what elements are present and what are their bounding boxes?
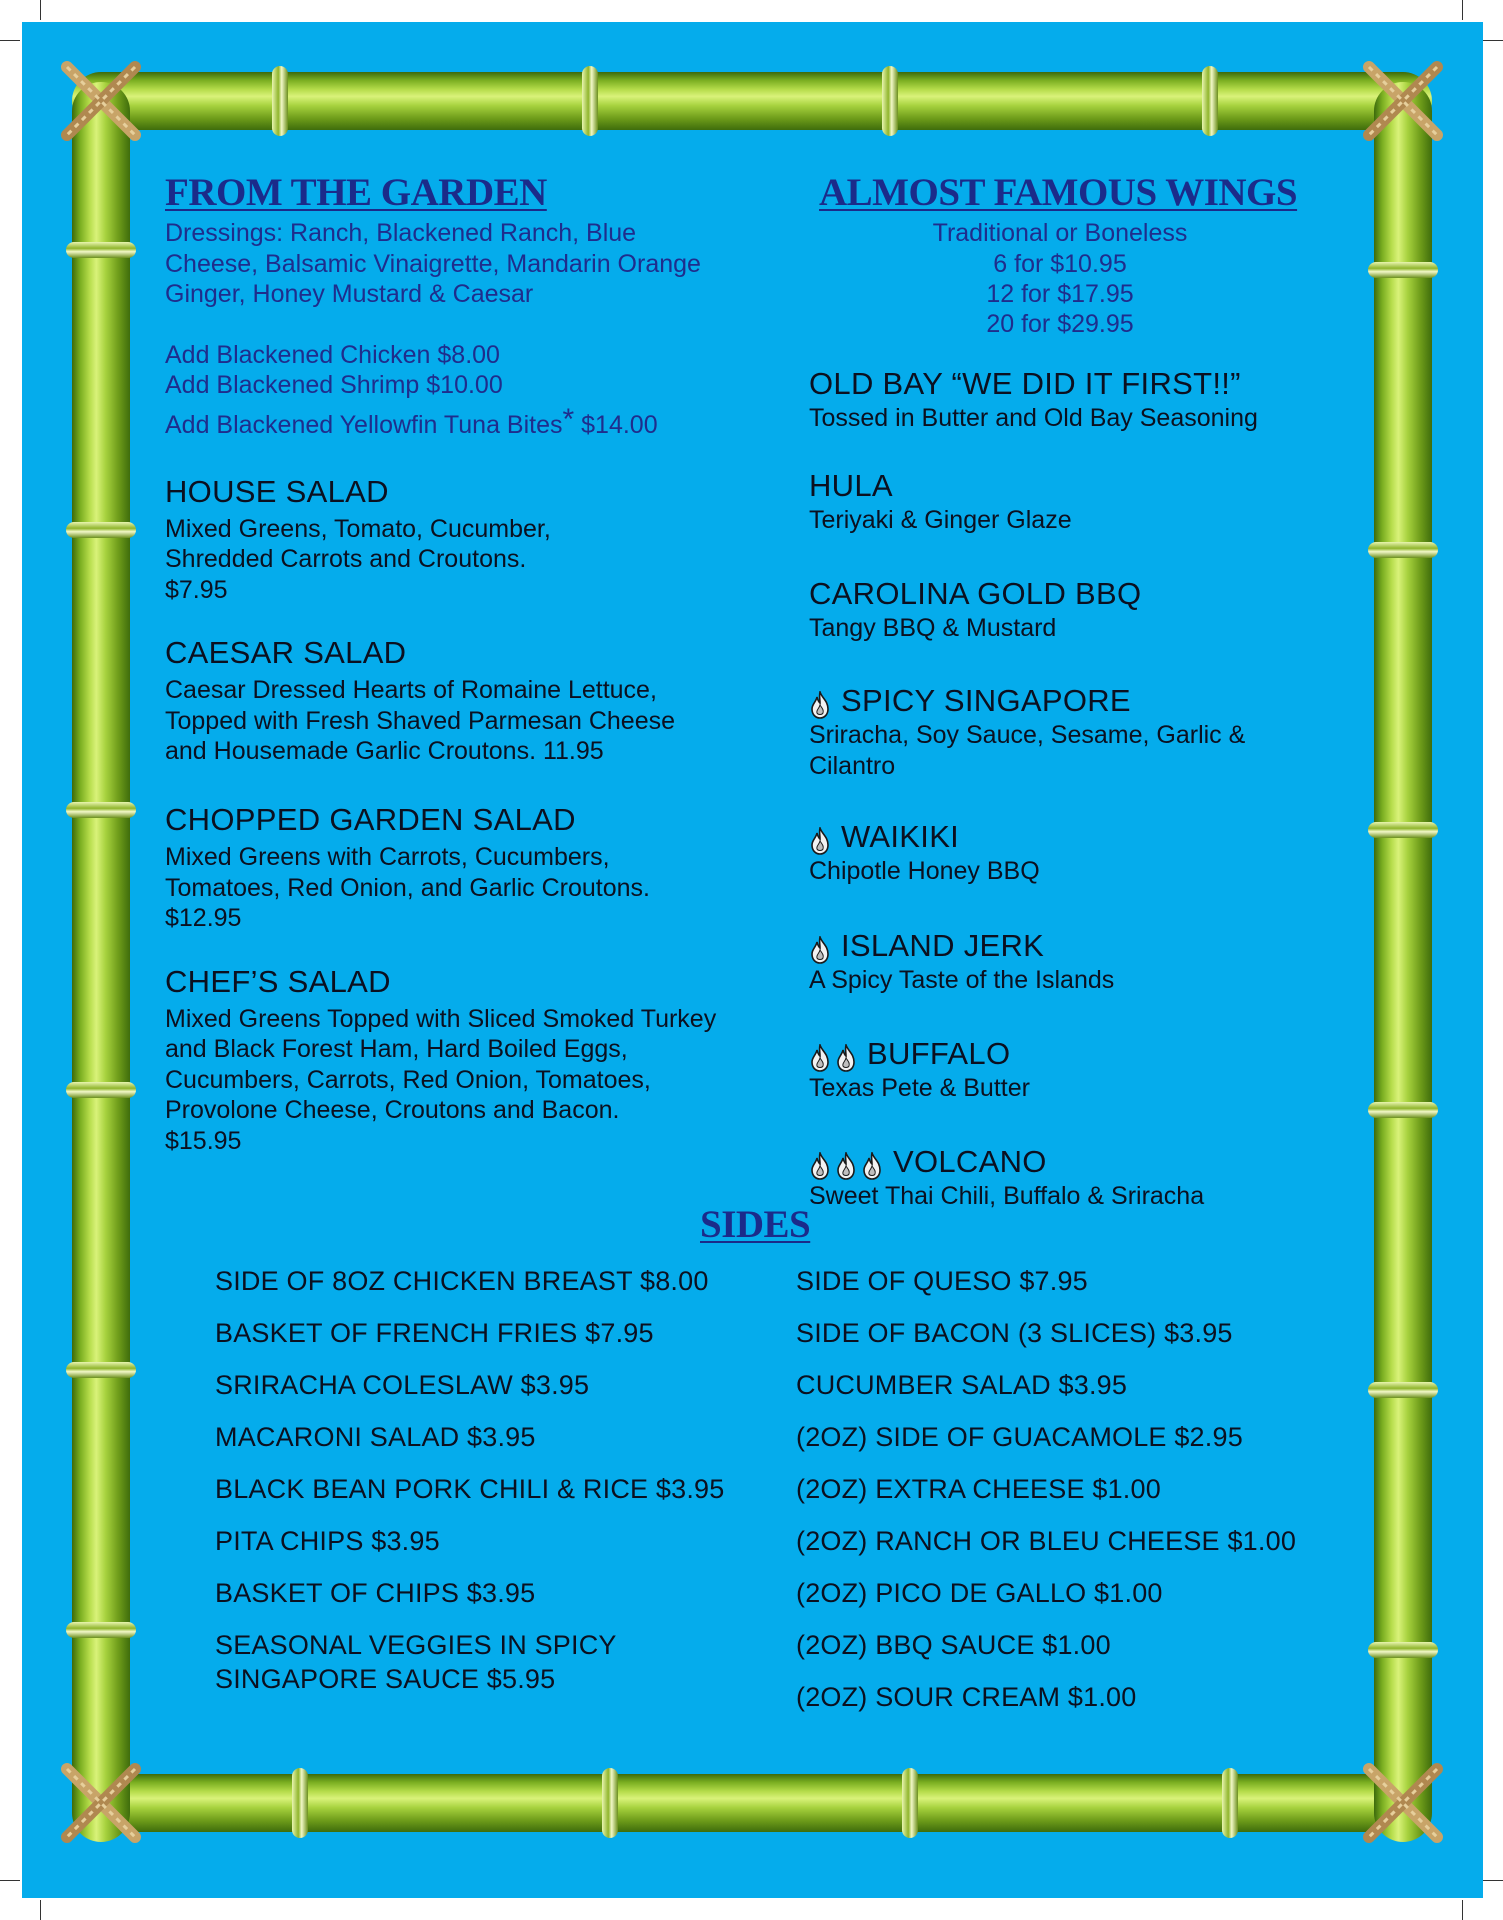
flame-icon xyxy=(809,930,835,966)
wing-flavor-label: SPICY SINGAPORE xyxy=(841,683,1131,718)
wings-info-line: Traditional or Boneless xyxy=(932,219,1188,247)
bamboo-left xyxy=(72,82,130,1842)
wing-flavor-name xyxy=(809,1144,1047,1182)
wing-flavor-desc: Chipotle Honey BBQ xyxy=(809,857,1040,885)
bamboo-node xyxy=(882,66,898,136)
wing-flavor-name xyxy=(809,683,1131,721)
bamboo-node xyxy=(272,66,288,136)
side-item: SIDE OF QUESO $7.95 xyxy=(796,1266,1088,1296)
wing-flavor-desc: Texas Pete & Butter xyxy=(809,1074,1030,1102)
bamboo-node xyxy=(66,1362,136,1378)
wing-flavor-name xyxy=(809,468,893,504)
bamboo-node xyxy=(66,1082,136,1098)
side-item: SINGAPORE SAUCE $5.95 xyxy=(215,1664,556,1694)
addon-line: Add Blackened Shrimp $10.00 xyxy=(165,371,503,399)
side-item: CUCUMBER SALAD $3.95 xyxy=(796,1370,1128,1400)
crop-mark xyxy=(1462,0,1463,20)
salad-desc: Topped with Fresh Shaved Parmesan Cheese xyxy=(165,707,676,735)
side-item: SIDE OF 8OZ CHICKEN BREAST $8.00 xyxy=(215,1266,709,1296)
salad-desc: and Housemade Garlic Croutons. 11.95 xyxy=(165,737,604,765)
sides-title: SIDES xyxy=(700,1203,811,1246)
wing-flavor-name xyxy=(809,366,1241,402)
bamboo-node xyxy=(1368,1642,1438,1658)
side-item: BASKET OF FRENCH FRIES $7.95 xyxy=(215,1318,654,1348)
dressings-line: Cheese, Balsamic Vinaigrette, Mandarin Orange xyxy=(165,250,701,278)
bamboo-node xyxy=(66,1622,136,1638)
addon-tuna-text: Add Blackened Yellowfin Tuna Bites xyxy=(165,411,563,439)
side-item: PITA CHIPS $3.95 xyxy=(215,1526,440,1556)
bamboo-node xyxy=(292,1768,308,1838)
bamboo-node xyxy=(1368,542,1438,558)
flame-icon xyxy=(809,1146,887,1182)
dressings-line: Dressings: Ranch, Blackened Ranch, Blue xyxy=(165,219,637,247)
wing-flavor-label: VOLCANO xyxy=(893,1144,1047,1179)
crop-mark xyxy=(40,1900,41,1920)
crop-mark xyxy=(0,1880,20,1881)
bamboo-node xyxy=(1222,1768,1238,1838)
crop-mark xyxy=(40,0,41,20)
wings-info-line: 6 for $10.95 xyxy=(993,250,1127,278)
wing-flavor-label: BUFFALO xyxy=(867,1036,1011,1071)
rope-knot-icon xyxy=(59,1761,143,1845)
salad-price: $7.95 xyxy=(165,576,228,604)
dressings-line: Ginger, Honey Mustard & Caesar xyxy=(165,280,534,308)
bamboo-node xyxy=(582,66,598,136)
wing-flavor-desc: Teriyaki & Ginger Glaze xyxy=(809,506,1072,534)
bamboo-node xyxy=(602,1768,618,1838)
crop-mark xyxy=(1483,40,1503,41)
side-item: SEASONAL VEGGIES IN SPICY xyxy=(215,1630,617,1660)
side-item: BASKET OF CHIPS $3.95 xyxy=(215,1578,536,1608)
wing-flavor-label: ISLAND JERK xyxy=(841,928,1045,963)
side-item: SIDE OF BACON (3 SLICES) $3.95 xyxy=(796,1318,1233,1348)
side-item: (2OZ) BBQ SAUCE $1.00 xyxy=(796,1630,1111,1660)
salad-desc: Mixed Greens Topped with Sliced Smoked Turkey xyxy=(165,1005,717,1033)
wing-flavor-name xyxy=(809,1036,1010,1074)
side-item: (2OZ) EXTRA CHEESE $1.00 xyxy=(796,1474,1161,1504)
rope-knot-icon xyxy=(1361,1761,1445,1845)
menu-page xyxy=(22,22,1483,1898)
bamboo-node xyxy=(1368,262,1438,278)
bamboo-node xyxy=(66,242,136,258)
salad-desc: and Black Forest Ham, Hard Boiled Eggs, xyxy=(165,1035,628,1063)
bamboo-node xyxy=(66,802,136,818)
wing-flavor-desc: Sriracha, Soy Sauce, Sesame, Garlic & xyxy=(809,721,1246,749)
bamboo-node xyxy=(1368,822,1438,838)
wing-flavor-desc: Cilantro xyxy=(809,751,896,780)
wing-flavor-name xyxy=(809,928,1044,966)
wing-flavor-label: OLD BAY “WE DID IT FIRST!!” xyxy=(809,366,1241,401)
addon-line: Add Blackened Chicken $8.00 xyxy=(165,341,500,369)
salad-desc: Mixed Greens with Carrots, Cucumbers, xyxy=(165,843,610,871)
addon-tuna-price: $14.00 xyxy=(574,411,658,439)
side-item: (2OZ) SIDE OF GUACAMOLE $2.95 xyxy=(796,1422,1243,1452)
side-item: MACARONI SALAD $3.95 xyxy=(215,1422,536,1452)
wing-flavor-desc: Sweet Thai Chili, Buffalo & Sriracha xyxy=(809,1182,1205,1210)
crop-mark xyxy=(1462,1900,1463,1920)
rope-knot-icon xyxy=(1361,59,1445,143)
wing-flavor-label: WAIKIKI xyxy=(841,819,960,854)
salad-desc: Cucumbers, Carrots, Red Onion, Tomatoes, xyxy=(165,1066,651,1094)
salad-desc: Tomatoes, Red Onion, and Garlic Croutons. xyxy=(165,874,650,902)
bamboo-node xyxy=(1368,1382,1438,1398)
wing-flavor-desc: A Spicy Taste of the Islands xyxy=(809,966,1115,994)
wing-flavor-label: CAROLINA GOLD BBQ xyxy=(809,576,1142,611)
side-item: (2OZ) SOUR CREAM $1.00 xyxy=(796,1682,1137,1712)
garden-title: FROM THE GARDEN xyxy=(165,171,547,214)
salad-name: CAESAR SALAD xyxy=(165,635,407,670)
wings-info-line: 20 for $29.95 xyxy=(986,310,1134,338)
side-item: (2OZ) RANCH OR BLEU CHEESE $1.00 xyxy=(796,1526,1297,1556)
crop-mark xyxy=(1483,1880,1503,1881)
flame-icon xyxy=(809,821,835,857)
salad-desc: Mixed Greens, Tomato, Cucumber, xyxy=(165,515,551,543)
salad-name: HOUSE SALAD xyxy=(165,474,389,509)
bamboo-right xyxy=(1374,82,1432,1842)
bamboo-node xyxy=(1368,1102,1438,1118)
wings-info-line: 12 for $17.95 xyxy=(986,280,1134,308)
bamboo-node xyxy=(1202,66,1218,136)
addon-tuna-line xyxy=(165,404,658,441)
rope-knot-icon xyxy=(59,59,143,143)
salad-name: CHEF’S SALAD xyxy=(165,964,391,999)
salad-price: $15.95 xyxy=(165,1127,242,1155)
wing-flavor-label: HULA xyxy=(809,468,893,503)
wing-flavor-desc: Tossed in Butter and Old Bay Seasoning xyxy=(809,404,1258,432)
side-item: BLACK BEAN PORK CHILI & RICE $3.95 xyxy=(215,1474,725,1504)
salad-price: $12.95 xyxy=(165,904,242,932)
wing-flavor-desc: Tangy BBQ & Mustard xyxy=(809,614,1057,642)
flame-icon xyxy=(809,685,835,721)
asterisk-mark: * xyxy=(562,403,575,436)
crop-mark xyxy=(0,40,20,41)
wings-title: ALMOST FAMOUS WINGS xyxy=(819,171,1298,214)
salad-desc: Caesar Dressed Hearts of Romaine Lettuce, xyxy=(165,676,657,704)
salad-desc: Provolone Cheese, Croutons and Bacon. xyxy=(165,1096,620,1124)
salad-name: CHOPPED GARDEN SALAD xyxy=(165,802,576,837)
side-item: (2OZ) PICO DE GALLO $1.00 xyxy=(796,1578,1163,1608)
bamboo-node xyxy=(66,522,136,538)
wing-flavor-name xyxy=(809,819,959,857)
salad-desc: Shredded Carrots and Croutons. xyxy=(165,545,527,573)
side-item: SRIRACHA COLESLAW $3.95 xyxy=(215,1370,590,1400)
flame-icon xyxy=(809,1038,861,1074)
bamboo-node xyxy=(902,1768,918,1838)
wing-flavor-name xyxy=(809,576,1141,612)
